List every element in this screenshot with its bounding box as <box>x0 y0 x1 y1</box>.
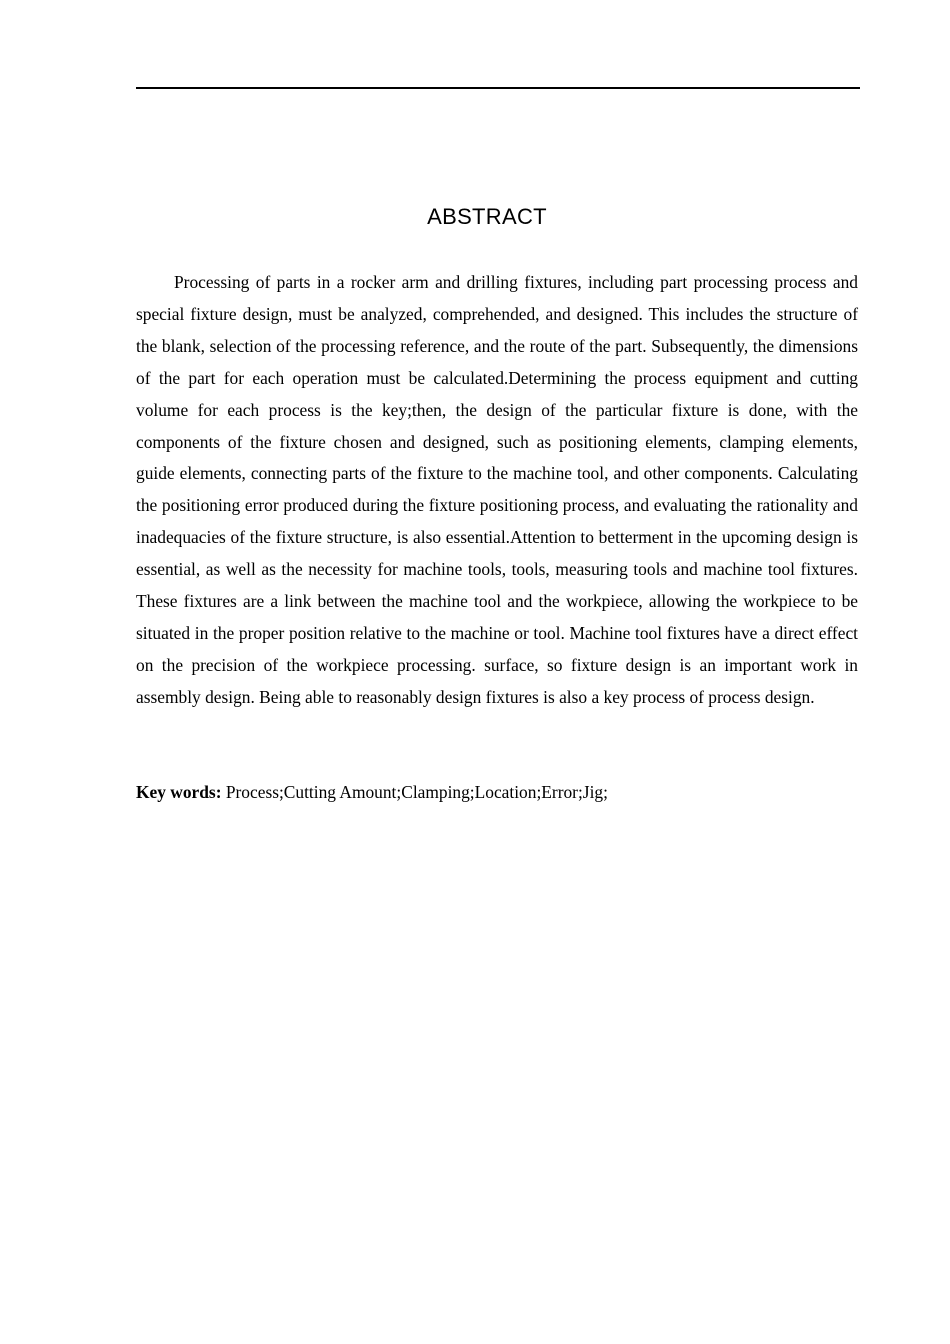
keywords-line <box>136 777 858 809</box>
header-rule <box>136 87 860 89</box>
keywords-value: Process;Cutting Amount;Clamping;Location;Error;Jig; <box>221 782 608 802</box>
abstract-body: Processing of parts in a rocker arm and drilling fixtures, including part processing process and special fixture design, must be analyzed, comprehended, and designed. This includes the structure of the blank, selection of the processing reference, and the route of the part. Subsequently, the dimensions of the part for each operation must be calculated.Determining the process equipment and cutting volume for each process is the key;then, the design of the particular fixture is done, with the components of the fixture chosen and designed, such as positioning elements, clamping elements, guide elements, connecting parts of the fixture to the machine tool, and other components. Calculating the positioning error produced during the fixture positioning process, and evaluating the rationality and inadequacies of the fixture structure, is also essential.Attention to betterment in the upcoming design is essential, as well as the necessity for machine tools, tools, measuring tools and machine tool fixtures. These fixtures are a link between the machine tool and the workpiece, allowing the workpiece to be situated in the proper position relative to the machine or tool. Machine tool fixtures have a direct effect on the precision of the workpiece processing. surface, so fixture design is an important work in assembly design. Being able to reasonably design fixtures is also a key process of process design. <box>136 272 858 707</box>
page-title: ABSTRACT <box>427 204 547 229</box>
keywords-label: Key words: <box>136 782 222 802</box>
